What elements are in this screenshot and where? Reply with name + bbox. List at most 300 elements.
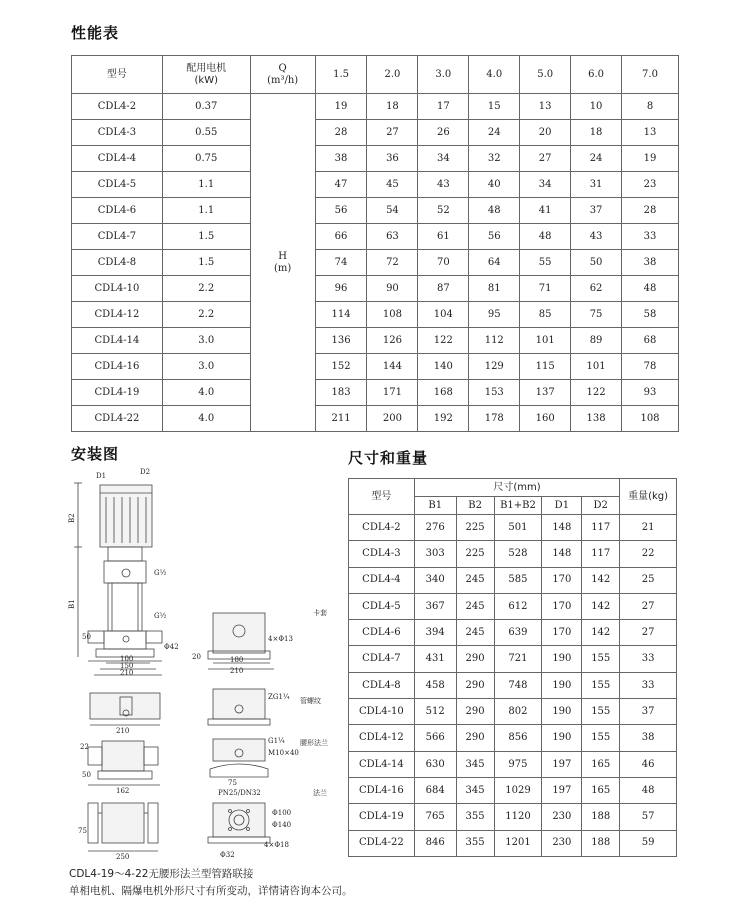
dims-value-cell: 155 xyxy=(582,699,620,725)
head-value-cell: 50 xyxy=(571,250,622,276)
head-value-cell: 63 xyxy=(367,224,418,250)
head-value-cell: 18 xyxy=(367,94,418,120)
dims-value-cell: 142 xyxy=(582,620,620,646)
flange-connection-view xyxy=(88,803,270,851)
dims-value-cell: 501 xyxy=(494,515,542,541)
dims-value-cell: 290 xyxy=(456,725,494,751)
label-g-lower: G½ xyxy=(154,612,167,620)
head-value-cell: 137 xyxy=(520,380,571,406)
label-dim-150: 150 xyxy=(120,662,134,670)
dimensions-row xyxy=(349,593,677,619)
dims-value-cell: 165 xyxy=(582,751,620,777)
dims-value-cell: 197 xyxy=(542,777,582,803)
dimensions-row xyxy=(349,751,677,777)
dims-value-cell: 197 xyxy=(542,751,582,777)
dims-value-cell: 155 xyxy=(582,725,620,751)
installation-title: 安装图 xyxy=(71,445,120,463)
head-value-cell: 126 xyxy=(367,328,418,354)
head-value-cell: 13 xyxy=(622,120,679,146)
dims-weight-cell: 57 xyxy=(620,804,677,830)
head-value-cell: 168 xyxy=(418,380,469,406)
label-dim-250: 250 xyxy=(116,853,130,861)
label-m10: M10×40 xyxy=(268,749,299,757)
model-cell: CDL4-16 xyxy=(72,354,163,380)
head-value-cell: 87 xyxy=(418,276,469,302)
head-value-cell: 90 xyxy=(367,276,418,302)
thread-connection-view xyxy=(90,689,270,725)
dims-value-cell: 276 xyxy=(414,515,456,541)
dimensions-row xyxy=(349,804,677,830)
dims-value-cell: 630 xyxy=(414,751,456,777)
dims-model-cell: CDL4-10 xyxy=(349,699,415,725)
dims-value-cell: 345 xyxy=(456,777,494,803)
head-value-cell: 47 xyxy=(315,172,367,198)
dims-value-cell: 170 xyxy=(542,593,582,619)
dims-value-cell: 170 xyxy=(542,620,582,646)
dims-value-cell: 290 xyxy=(456,672,494,698)
dimensions-row xyxy=(349,646,677,672)
performance-row xyxy=(72,406,679,432)
head-value-cell: 89 xyxy=(571,328,622,354)
dims-value-cell: 225 xyxy=(456,541,494,567)
head-value-cell: 108 xyxy=(367,302,418,328)
model-cell: CDL4-12 xyxy=(72,302,163,328)
model-cell: CDL4-2 xyxy=(72,94,163,120)
label-dim-210c: 210 xyxy=(116,727,130,735)
label-dim-75a: 75 xyxy=(228,779,237,787)
dims-value-cell: 142 xyxy=(582,567,620,593)
label-b1: B1 xyxy=(68,599,76,609)
dims-header-model: 型号 xyxy=(349,479,415,515)
dims-value-cell: 975 xyxy=(494,751,542,777)
head-value-cell: 75 xyxy=(571,302,622,328)
head-value-cell: 38 xyxy=(315,146,367,172)
dims-value-cell: 528 xyxy=(494,541,542,567)
head-value-cell: 85 xyxy=(520,302,571,328)
head-value-cell: 38 xyxy=(622,250,679,276)
performance-title: 性能表 xyxy=(71,24,120,42)
dims-value-cell: 155 xyxy=(582,646,620,672)
label-conn-d: 法兰 xyxy=(313,789,327,797)
dims-value-cell: 585 xyxy=(494,567,542,593)
dims-value-cell: 458 xyxy=(414,672,456,698)
model-cell: CDL4-8 xyxy=(72,250,163,276)
dims-model-cell: CDL4-5 xyxy=(349,593,415,619)
head-value-cell: 48 xyxy=(520,224,571,250)
header-motor-label: 配用电机 xyxy=(186,63,227,74)
performance-row xyxy=(72,250,679,276)
dims-value-cell: 355 xyxy=(456,804,494,830)
dims-weight-cell: 37 xyxy=(620,699,677,725)
label-dim-22: 22 xyxy=(80,743,89,751)
head-value-cell: 192 xyxy=(418,406,469,432)
dimensions-row xyxy=(349,567,677,593)
label-g14: G1¼ xyxy=(268,737,285,745)
performance-row xyxy=(72,302,679,328)
performance-row xyxy=(72,120,679,146)
dims-col-header: B2 xyxy=(456,497,494,515)
header-model: 型号 xyxy=(72,56,163,94)
flow-value: 6.0 xyxy=(571,56,622,94)
label-d1: D1 xyxy=(96,472,107,480)
label-zg: ZG1¼ xyxy=(268,693,290,701)
dims-model-cell: CDL4-22 xyxy=(349,830,415,856)
dimensions-row xyxy=(349,620,677,646)
head-value-cell: 41 xyxy=(520,198,571,224)
dims-value-cell: 165 xyxy=(582,777,620,803)
motor-kw-cell: 0.55 xyxy=(162,120,250,146)
label-d2: D2 xyxy=(140,468,151,476)
performance-row xyxy=(72,224,679,250)
note-line-2: 单相电机、隔爆电机外形尺寸有所变动，详情请咨询本公司。 xyxy=(69,885,353,897)
dims-col-header: B1 xyxy=(414,497,456,515)
dimensions-header-row xyxy=(349,479,677,497)
model-cell: CDL4-14 xyxy=(72,328,163,354)
dims-value-cell: 245 xyxy=(456,593,494,619)
dimensions-row xyxy=(349,672,677,698)
label-dim-162: 162 xyxy=(116,787,130,795)
head-value-cell: 136 xyxy=(315,328,367,354)
motor-kw-cell: 4.0 xyxy=(162,406,250,432)
label-dim-100: 100 xyxy=(120,655,134,663)
dims-value-cell: 748 xyxy=(494,672,542,698)
head-value-cell: 200 xyxy=(367,406,418,432)
dims-value-cell: 190 xyxy=(542,699,582,725)
dims-col-header: D2 xyxy=(582,497,620,515)
head-value-cell: 61 xyxy=(418,224,469,250)
head-value-cell: 64 xyxy=(469,250,520,276)
head-value-cell: 33 xyxy=(622,224,679,250)
head-value-cell: 24 xyxy=(469,120,520,146)
head-value-cell: 10 xyxy=(571,94,622,120)
dims-weight-cell: 21 xyxy=(620,515,677,541)
head-value-cell: 20 xyxy=(520,120,571,146)
dims-value-cell: 142 xyxy=(582,593,620,619)
dims-value-cell: 612 xyxy=(494,593,542,619)
head-value-cell: 153 xyxy=(469,380,520,406)
header-flow xyxy=(250,56,315,94)
head-value-cell: 144 xyxy=(367,354,418,380)
model-cell: CDL4-5 xyxy=(72,172,163,198)
dimensions-row xyxy=(349,699,677,725)
dims-value-cell: 846 xyxy=(414,830,456,856)
motor-kw-cell: 4.0 xyxy=(162,380,250,406)
label-dim-100c: Φ100 xyxy=(272,809,292,817)
dims-value-cell: 117 xyxy=(582,515,620,541)
dims-value-cell: 148 xyxy=(542,515,582,541)
dims-weight-cell: 22 xyxy=(620,541,677,567)
head-value-cell: 115 xyxy=(520,354,571,380)
head-value-cell: 48 xyxy=(622,276,679,302)
head-value-cell: 48 xyxy=(469,198,520,224)
flow-value: 1.5 xyxy=(315,56,367,94)
flow-value: 4.0 xyxy=(469,56,520,94)
dims-value-cell: 721 xyxy=(494,646,542,672)
model-cell: CDL4-3 xyxy=(72,120,163,146)
head-value-cell: 152 xyxy=(315,354,367,380)
dimensions-table xyxy=(348,478,677,857)
head-value-cell: 40 xyxy=(469,172,520,198)
dims-value-cell: 188 xyxy=(582,830,620,856)
head-value-cell: 58 xyxy=(622,302,679,328)
head-value-cell: 23 xyxy=(622,172,679,198)
dims-model-cell: CDL4-16 xyxy=(349,777,415,803)
dims-header-size: 尺寸(mm) xyxy=(414,479,619,497)
dims-model-cell: CDL4-6 xyxy=(349,620,415,646)
header-flow-unit: (m³/h) xyxy=(267,74,299,86)
dims-value-cell: 512 xyxy=(414,699,456,725)
head-value-cell: 27 xyxy=(520,146,571,172)
head-value-cell: 78 xyxy=(622,354,679,380)
head-label-cell xyxy=(250,94,315,432)
dimensions-row xyxy=(349,830,677,856)
head-value-cell: 74 xyxy=(315,250,367,276)
label-conn-c: 腰形法兰 xyxy=(300,739,328,747)
performance-row xyxy=(72,198,679,224)
dims-value-cell: 431 xyxy=(414,646,456,672)
head-value-cell: 54 xyxy=(367,198,418,224)
dims-value-cell: 684 xyxy=(414,777,456,803)
dims-value-cell: 290 xyxy=(456,646,494,672)
dimensions-title: 尺寸和重量 xyxy=(348,449,429,467)
dims-model-cell: CDL4-7 xyxy=(349,646,415,672)
dims-value-cell: 148 xyxy=(542,541,582,567)
dims-model-cell: CDL4-14 xyxy=(349,751,415,777)
head-value-cell: 43 xyxy=(418,172,469,198)
label-dim-180: 180 xyxy=(230,656,244,664)
dims-value-cell: 230 xyxy=(542,830,582,856)
head-value-cell: 211 xyxy=(315,406,367,432)
label-pn: PN25/DN32 xyxy=(218,789,261,797)
dims-value-cell: 367 xyxy=(414,593,456,619)
dims-value-cell: 190 xyxy=(542,672,582,698)
performance-row xyxy=(72,94,679,120)
motor-kw-cell: 1.5 xyxy=(162,224,250,250)
label-dim-210a: 210 xyxy=(120,669,134,677)
head-value-cell: 34 xyxy=(418,146,469,172)
dimensions-row xyxy=(349,777,677,803)
dims-value-cell: 355 xyxy=(456,830,494,856)
dims-col-header: B1+B2 xyxy=(494,497,542,515)
motor-kw-cell: 3.0 xyxy=(162,354,250,380)
label-dim-50b: 50 xyxy=(82,771,91,779)
dims-value-cell: 394 xyxy=(414,620,456,646)
head-value-cell: 13 xyxy=(520,94,571,120)
head-value-cell: 52 xyxy=(418,198,469,224)
dimensions-row xyxy=(349,515,677,541)
head-value-cell: 31 xyxy=(571,172,622,198)
dims-model-cell: CDL4-3 xyxy=(349,541,415,567)
head-value-cell: 183 xyxy=(315,380,367,406)
dims-weight-cell: 38 xyxy=(620,725,677,751)
dims-value-cell: 639 xyxy=(494,620,542,646)
installation-drawing xyxy=(68,463,343,863)
dims-model-cell: CDL4-2 xyxy=(349,515,415,541)
head-value-cell: 27 xyxy=(367,120,418,146)
dims-value-cell: 170 xyxy=(542,567,582,593)
motor-kw-cell: 2.2 xyxy=(162,302,250,328)
head-value-cell: 8 xyxy=(622,94,679,120)
header-motor xyxy=(162,56,250,94)
performance-row xyxy=(72,172,679,198)
label-g-upper: G½ xyxy=(154,569,167,577)
dims-model-cell: CDL4-4 xyxy=(349,567,415,593)
head-value-cell: 19 xyxy=(622,146,679,172)
dims-model-cell: CDL4-19 xyxy=(349,804,415,830)
dims-value-cell: 566 xyxy=(414,725,456,751)
performance-row xyxy=(72,328,679,354)
head-value-cell: 45 xyxy=(367,172,418,198)
performance-header-row xyxy=(72,56,679,94)
motor-kw-cell: 1.1 xyxy=(162,172,250,198)
head-value-cell: 28 xyxy=(315,120,367,146)
head-value-cell: 101 xyxy=(520,328,571,354)
dimensions-row xyxy=(349,541,677,567)
head-value-cell: 95 xyxy=(469,302,520,328)
label-dim-42: Φ42 xyxy=(164,643,179,651)
flow-value: 5.0 xyxy=(520,56,571,94)
dims-weight-cell: 33 xyxy=(620,646,677,672)
head-value-cell: 68 xyxy=(622,328,679,354)
head-value-cell: 114 xyxy=(315,302,367,328)
model-cell: CDL4-4 xyxy=(72,146,163,172)
head-value-cell: 93 xyxy=(622,380,679,406)
label-dim-75b: 75 xyxy=(78,827,87,835)
dims-value-cell: 856 xyxy=(494,725,542,751)
head-value-cell: 104 xyxy=(418,302,469,328)
model-cell: CDL4-22 xyxy=(72,406,163,432)
head-value-cell: 70 xyxy=(418,250,469,276)
head-value-cell: 17 xyxy=(418,94,469,120)
head-value-cell: 160 xyxy=(520,406,571,432)
flow-value: 2.0 xyxy=(367,56,418,94)
dims-header-weight: 重量(kg) xyxy=(620,479,677,515)
head-value-cell: 19 xyxy=(315,94,367,120)
flow-value: 3.0 xyxy=(418,56,469,94)
dims-value-cell: 290 xyxy=(456,699,494,725)
motor-kw-cell: 1.1 xyxy=(162,198,250,224)
head-value-cell: 178 xyxy=(469,406,520,432)
dims-value-cell: 225 xyxy=(456,515,494,541)
head-value-cell: 26 xyxy=(418,120,469,146)
dims-value-cell: 303 xyxy=(414,541,456,567)
dims-weight-cell: 27 xyxy=(620,593,677,619)
dims-value-cell: 1120 xyxy=(494,804,542,830)
head-value-cell: 62 xyxy=(571,276,622,302)
dims-weight-cell: 25 xyxy=(620,567,677,593)
head-value-cell: 101 xyxy=(571,354,622,380)
model-cell: CDL4-6 xyxy=(72,198,163,224)
head-value-cell: 112 xyxy=(469,328,520,354)
dimensions-row xyxy=(349,725,677,751)
label-conn-b: 管螺纹 xyxy=(300,697,321,705)
head-value-cell: 24 xyxy=(571,146,622,172)
head-value-cell: 66 xyxy=(315,224,367,250)
dims-value-cell: 190 xyxy=(542,646,582,672)
dims-weight-cell: 27 xyxy=(620,620,677,646)
motor-kw-cell: 3.0 xyxy=(162,328,250,354)
head-value-cell: 72 xyxy=(367,250,418,276)
label-dim-4x13: 4×Φ13 xyxy=(268,635,293,643)
head-value-cell: 43 xyxy=(571,224,622,250)
dims-value-cell: 340 xyxy=(414,567,456,593)
motor-kw-cell: 2.2 xyxy=(162,276,250,302)
head-value-cell: 56 xyxy=(469,224,520,250)
dims-weight-cell: 46 xyxy=(620,751,677,777)
performance-row xyxy=(72,380,679,406)
head-value-cell: 108 xyxy=(622,406,679,432)
head-value-cell: 55 xyxy=(520,250,571,276)
head-value-cell: 56 xyxy=(315,198,367,224)
dims-value-cell: 802 xyxy=(494,699,542,725)
dims-value-cell: 230 xyxy=(542,804,582,830)
dims-value-cell: 345 xyxy=(456,751,494,777)
dims-value-cell: 117 xyxy=(582,541,620,567)
performance-row xyxy=(72,276,679,302)
dims-value-cell: 155 xyxy=(582,672,620,698)
note-line-1: CDL4-19～4-22无腰形法兰型管路联接 xyxy=(69,868,254,880)
dims-model-cell: CDL4-8 xyxy=(349,672,415,698)
dims-weight-cell: 48 xyxy=(620,777,677,803)
label-dim-50a: 50 xyxy=(82,633,91,641)
performance-row xyxy=(72,146,679,172)
head-value-cell: 171 xyxy=(367,380,418,406)
header-flow-label: Q xyxy=(278,63,287,74)
dims-value-cell: 1201 xyxy=(494,830,542,856)
label-dim-20: 20 xyxy=(192,653,201,661)
label-b2: B2 xyxy=(68,513,76,523)
head-value-cell: 28 xyxy=(622,198,679,224)
dims-value-cell: 765 xyxy=(414,804,456,830)
motor-kw-cell: 1.5 xyxy=(162,250,250,276)
dims-model-cell: CDL4-12 xyxy=(349,725,415,751)
head-value-cell: 81 xyxy=(469,276,520,302)
label-dim-4x18: 4×Φ18 xyxy=(264,841,289,849)
label-dim-140: Φ140 xyxy=(272,821,292,829)
dims-value-cell: 190 xyxy=(542,725,582,751)
dims-value-cell: 1029 xyxy=(494,777,542,803)
head-value-cell: 32 xyxy=(469,146,520,172)
head-value-cell: 71 xyxy=(520,276,571,302)
head-value-cell: 122 xyxy=(571,380,622,406)
head-value-cell: 18 xyxy=(571,120,622,146)
dims-weight-cell: 59 xyxy=(620,830,677,856)
head-value-cell: 138 xyxy=(571,406,622,432)
motor-kw-cell: 0.75 xyxy=(162,146,250,172)
head-value-cell: 37 xyxy=(571,198,622,224)
head-value-cell: 122 xyxy=(418,328,469,354)
model-cell: CDL4-10 xyxy=(72,276,163,302)
head-value-cell: 96 xyxy=(315,276,367,302)
dims-value-cell: 245 xyxy=(456,620,494,646)
label-dim-32: Φ32 xyxy=(220,851,235,859)
model-cell: CDL4-19 xyxy=(72,380,163,406)
motor-kw-cell: 0.37 xyxy=(162,94,250,120)
performance-row xyxy=(72,354,679,380)
head-value-cell: 15 xyxy=(469,94,520,120)
head-label: H xyxy=(278,251,287,262)
label-dim-210b: 210 xyxy=(230,667,244,675)
model-cell: CDL4-7 xyxy=(72,224,163,250)
dims-value-cell: 245 xyxy=(456,567,494,593)
label-conn-a: 卡套 xyxy=(313,609,327,617)
performance-table xyxy=(71,55,679,432)
head-value-cell: 140 xyxy=(418,354,469,380)
head-value-cell: 34 xyxy=(520,172,571,198)
dims-col-header: D1 xyxy=(542,497,582,515)
flow-value: 7.0 xyxy=(622,56,679,94)
dims-weight-cell: 33 xyxy=(620,672,677,698)
